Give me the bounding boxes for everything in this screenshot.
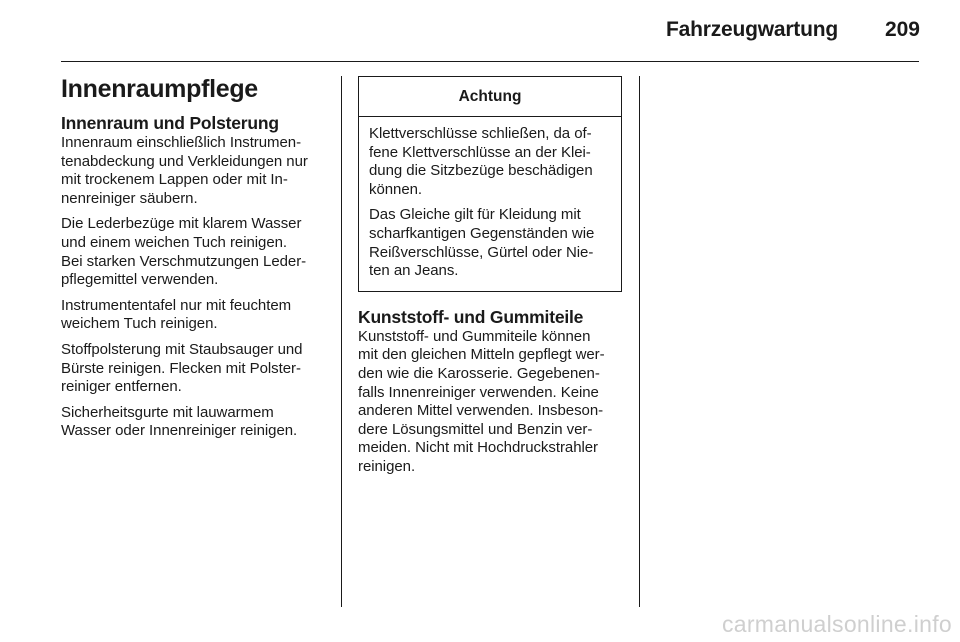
paragraph: Kunststoff- und Gummiteile können mit den gleichen Mitteln gepflegt wer- den wie die Karosserie. Gegebenen- falls Innenreiniger verwenden. Keine anderen Mittel verwenden. Insbeson- dere Lösungsmittel und Benzin ver- meiden. Nicht mit Hochdruckstrahler reinigen. xyxy=(358,327,605,475)
subsection-title-plastic: Kunststoff- und Gummiteile xyxy=(358,306,584,327)
middle-column xyxy=(358,76,622,484)
header-rule xyxy=(61,61,919,62)
paragraph: Instrumententafel nur mit feuchtem weichem Tuch reinigen. xyxy=(61,296,292,333)
paragraph: Die Lederbezüge mit klarem Wasser und einem weichen Tuch reinigen. Bei starken Verschmutzungen Leder- pflegemittel verwenden. xyxy=(61,215,307,289)
paragraph: Innenraum einschließlich Instrumen- tenabdeckung und Verkleidungen nur mit trockenem Lappen oder mit In- nenreiniger säubern. xyxy=(61,134,308,207)
section-title: Innenraumpflege xyxy=(61,75,258,103)
column-divider-left xyxy=(341,76,342,607)
chapter-title: Fahrzeugwartung xyxy=(665,18,838,41)
page-header xyxy=(0,0,960,62)
watermark: carmanualsonline.info xyxy=(721,611,952,637)
paragraph: Sicherheitsgurte mit lauwarmem Wasser oder Innenreiniger reinigen. xyxy=(61,403,298,440)
page-number: 209 xyxy=(884,18,920,41)
subsection-title-interior: Innenraum und Polsterung xyxy=(61,113,279,133)
warning-title: Achtung xyxy=(359,77,621,117)
warning-body xyxy=(359,117,621,291)
warning-paragraph: Klettverschlüsse schließen, da of- fene Klettverschlüsse an der Klei- dung die Sitzbezüge beschädigen können. xyxy=(369,125,593,198)
warning-paragraph: Das Gleiche gilt für Kleidung mit scharfkantigen Gegenständen wie Reißverschlüsse, Gürtel oder Nie- ten an Jeans. xyxy=(369,206,595,280)
column-divider-right xyxy=(639,76,640,607)
warning-box xyxy=(358,76,622,292)
paragraph: Stoffpolsterung mit Staubsauger und Bürste reinigen. Flecken mit Polster- reiniger entfernen. xyxy=(61,340,303,396)
left-column xyxy=(61,74,331,448)
